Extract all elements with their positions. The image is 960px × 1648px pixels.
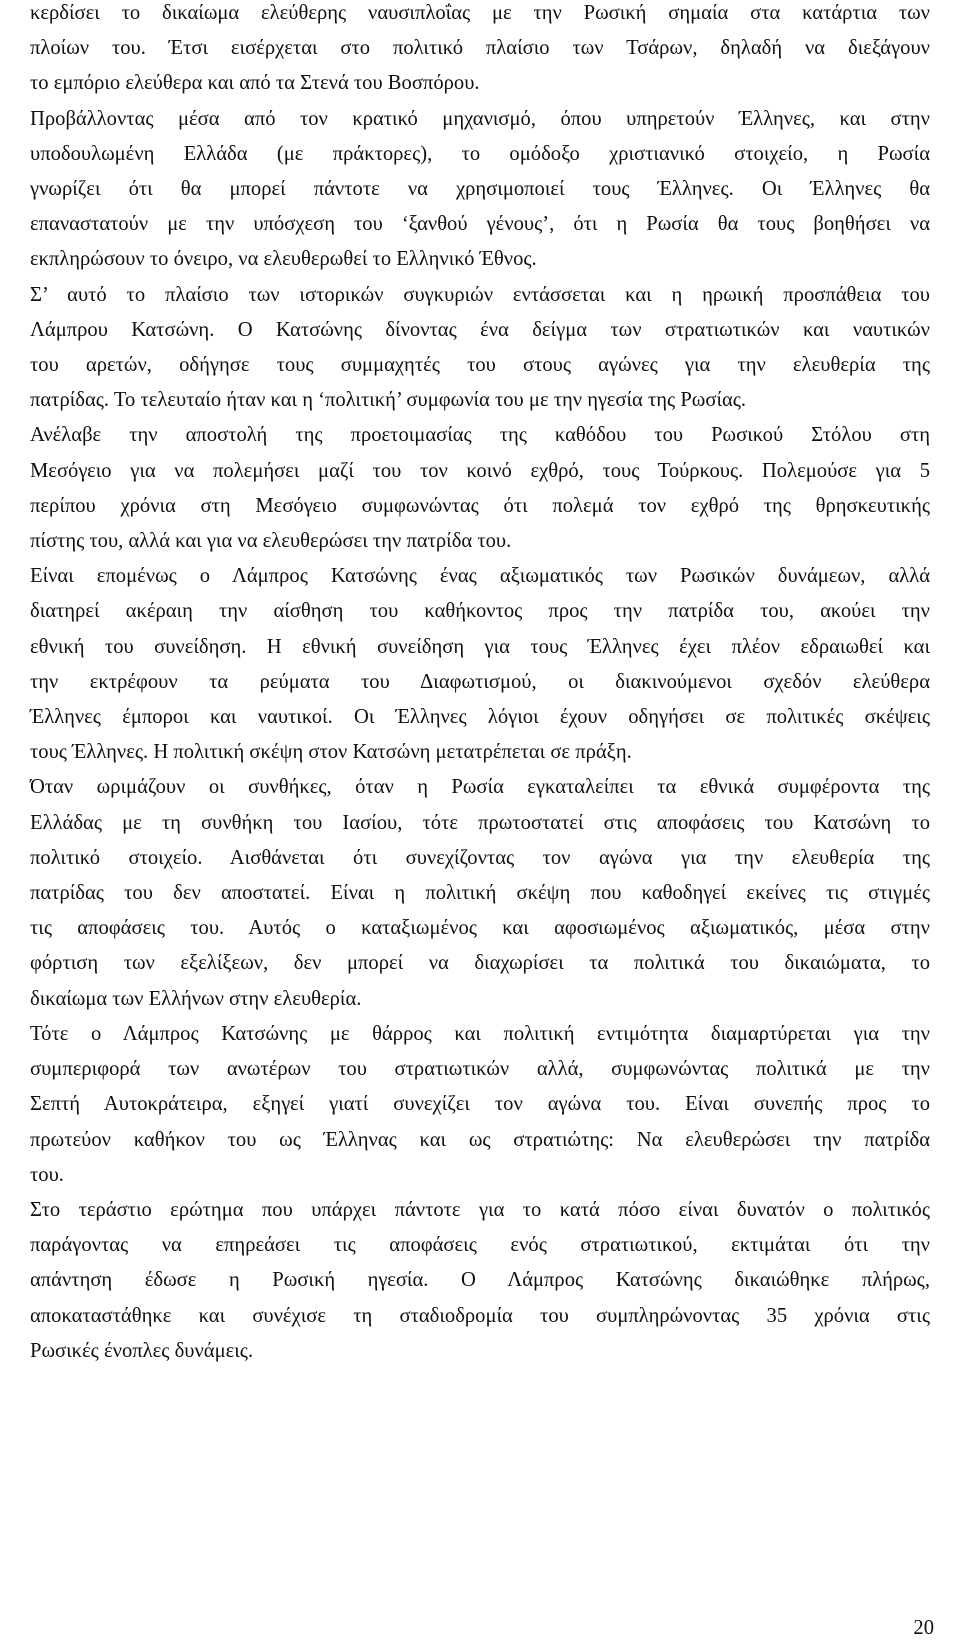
text-line: Είναι επομένως ο Λάμπρος Κατσώνης ένας αξιωματικός των Ρωσικών δυνάμεων, αλλά <box>30 565 930 588</box>
text-line: Προβάλλοντας μέσα από τον κρατικό μηχανισμό, όπου υπηρετούν Έλληνες, και στην <box>30 107 930 130</box>
text-line: κερδίσει το δικαίωμα ελεύθερης ναυσιπλοΐας με την Ρωσική σημαία στα κατάρτια των <box>30 2 930 24</box>
text-line: πατρίδας. Το τελευταίο ήταν και η ‘πολιτική’ συμφωνία του με την ηγεσία της Ρωσίας. <box>30 389 747 412</box>
text-line: Ελλάδας με τη συνθήκη του Ιασίου, τότε πρωτοστατεί στις αποφάσεις του Κατσώνη το <box>30 811 930 834</box>
text-line: υποδουλωμένη Ελλάδα (με πράκτορες), το ομόδοξο χριστιανικό στοιχείο, η Ρωσία <box>30 142 930 165</box>
text-line: πολιτικό στοιχείο. Αισθάνεται ότι συνεχίζοντας τον αγώνα για την ελευθερία της <box>30 846 930 869</box>
text-line: γνωρίζει ότι θα μπορεί πάντοτε να χρησιμοποιεί τους Έλληνες. Οι Έλληνες θα <box>30 178 930 201</box>
text-line: Τότε ο Λάμπρος Κατσώνης με θάρρος και πολιτική εντιμότητα διαμαρτύρεται για την <box>30 1022 930 1045</box>
text-line: Ανέλαβε την αποστολή της προετοιμασίας της καθόδου του Ρωσικού Στόλου στη <box>30 424 930 447</box>
text-line: του αρετών, οδήγησε τους συμμαχητές του στους αγώνες για την ελευθερία της <box>30 354 930 377</box>
text-line: εθνική του συνείδηση. Η εθνική συνείδηση για τους Έλληνες έχει πλέον εδραιωθεί και <box>30 635 930 658</box>
text-line: Ρωσικές ένοπλες δυνάμεις. <box>30 1339 254 1362</box>
text-line: πλοίων του. Έτσι εισέρχεται στο πολιτικό πλαίσιο των Τσάρων, δηλαδή να διεξάγουν <box>30 37 930 60</box>
text-line: Όταν ωριμάζουν οι συνθήκες, όταν η Ρωσία εγκαταλείπει τα εθνικά συμφέροντα της <box>30 776 930 799</box>
text-line: διατηρεί ακέραιη την αίσθηση του καθήκοντος προς την πατρίδα του, ακούει την <box>30 600 930 623</box>
text-line: του. <box>30 1163 64 1186</box>
text-line: Σ’ αυτό το πλαίσιο των ιστορικών συγκυριών εντάσσεται και η ηρωική προσπάθεια του <box>30 283 930 306</box>
page-number: 20 <box>913 1617 934 1639</box>
text-line: τις αποφάσεις του. Αυτός ο καταξιωμένος και αφοσιωμένος αξιωματικός, μέσα στην <box>30 917 930 940</box>
text-line: Λάμπρου Κατσώνη. Ο Κατσώνης δίνοντας ένα δείγμα των στρατιωτικών και ναυτικών <box>30 318 930 341</box>
text-line: αποκαταστάθηκε και συνέχισε τη σταδιοδρομία του συμπληρώνοντας 35 χρόνια στις <box>30 1304 930 1327</box>
body-text <box>30 0 930 1369</box>
text-line: Στο τεράστιο ερώτημα που υπάρχει πάντοτε για το κατά πόσο είναι δυνατόν ο πολιτικός <box>30 1198 930 1221</box>
text-line: Σεπτή Αυτοκράτειρα, εξηγεί γιατί συνεχίζει τον αγώνα του. Είναι συνεπής προς το <box>30 1093 930 1116</box>
text-line: παράγοντας να επηρεάσει τις αποφάσεις ενός στρατιωτικού, εκτιμάται ότι την <box>30 1234 930 1257</box>
text-line: δικαίωμα των Ελλήνων στην ελευθερία. <box>30 987 362 1010</box>
text-line: επαναστατούν με την υπόσχεση του ‘ξανθού γένους’, ότι η Ρωσία θα τους βοηθήσει να <box>30 213 930 236</box>
text-line: συμπεριφορά των ανωτέρων του στρατιωτικών αλλά, συμφωνώντας πολιτικά με την <box>30 1058 930 1081</box>
text-line: Έλληνες έμποροι και ναυτικοί. Οι Έλληνες λόγιοι έχουν οδηγήσει σε πολιτικές σκέψεις <box>30 706 930 729</box>
text-line: τους Έλληνες. Η πολιτική σκέψη στον Κατσώνη μετατρέπεται σε πράξη. <box>30 741 632 764</box>
text-line: φόρτιση των εξελίξεων, δεν μπορεί να διαχωρίσει τα πολιτικά του δικαιώματα, το <box>30 952 930 975</box>
text-line: περίπου χρόνια στη Μεσόγειο συμφωνώντας ότι πολεμά τον εχθρό της θρησκευτικής <box>30 494 930 517</box>
text-line: την εκτρέφουν τα ρεύματα του Διαφωτισμού, οι διακινούμενοι σχεδόν ελεύθερα <box>30 670 930 693</box>
text-line: το εμπόριο ελεύθερα και από τα Στενά του Βοσπόρου. <box>30 72 480 95</box>
text-line: πρωτεύον καθήκον του ως Έλληνας και ως στρατιώτης: Να ελευθερώσει την πατρίδα <box>30 1128 930 1151</box>
text-line: εκπληρώσουν το όνειρο, να ελευθερωθεί το Ελληνικό Έθνος. <box>30 248 537 271</box>
text-line: πίστης του, αλλά και για να ελευθερώσει την πατρίδα του. <box>30 530 512 553</box>
text-line: απάντηση έδωσε η Ρωσική ηγεσία. Ο Λάμπρος Κατσώνης δικαιώθηκε πλήρως, <box>30 1269 930 1292</box>
text-line: Μεσόγειο για να πολεμήσει μαζί του τον κοινό εχθρό, τους Τούρκους. Πολεμούσε για 5 <box>30 459 930 482</box>
text-line: πατρίδας του δεν αποστατεί. Είναι η πολιτική σκέψη που καθοδηγεί εκείνες τις στιγμές <box>30 882 930 905</box>
